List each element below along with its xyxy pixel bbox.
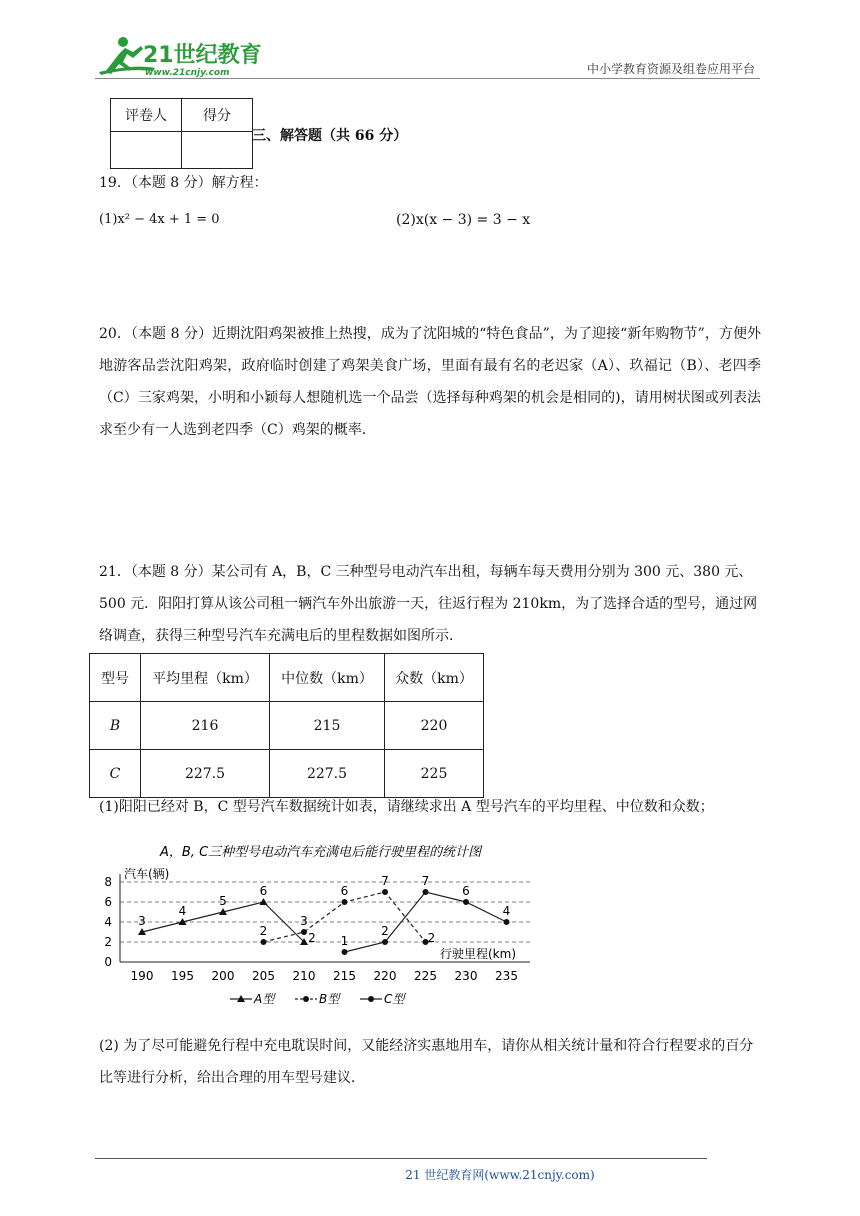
footer-divider xyxy=(95,1158,707,1159)
grader-cell xyxy=(111,132,182,169)
grader-label: 评卷人 xyxy=(111,99,182,132)
table-cell: 225 xyxy=(385,750,484,798)
score-table xyxy=(110,98,253,169)
data-label: 2 xyxy=(427,931,436,945)
score-label: 得分 xyxy=(182,99,253,132)
x-tick-label: 205 xyxy=(252,969,275,983)
score-cell xyxy=(182,132,253,169)
footer-label: 21 世纪教育网(www.21cnjy.com) xyxy=(405,1168,595,1182)
data-label: 6 xyxy=(259,884,268,898)
q19-part1: (1)x² − 4x + 1 = 0 xyxy=(99,212,220,227)
data-label: 4 xyxy=(502,904,511,918)
x-tick-label: 235 xyxy=(495,969,518,983)
q21-data-table xyxy=(89,653,484,798)
data-point xyxy=(301,929,307,935)
data-point xyxy=(504,919,510,925)
table-cell: 227.5 xyxy=(141,750,270,798)
th-mode: 众数（km） xyxy=(385,654,484,702)
q21-sub1: (1)阳阳已经对 B，C 型号汽车数据统计如表，请继续求出 A 型号汽车的平均里程、中位数和众数； xyxy=(99,799,714,815)
q20-text: 20．（本题 8 分）近期沈阳鸡架被推上热搜，成为了沈阳城的“特色食品”，为了迎接“新年购物节”，方便外地游客品尝沈阳鸡架，政府临时创建了鸡架美食广场，里面有最有名的老迟家（A）、玖福记（B）、老四季（C）三家鸡架，小明和小颖每人想随机选一个品尝（选择每种鸡架的机会是相同的)，请用树状图或列表法求至少有一人选到老四季（C）鸡架的概率． xyxy=(99,326,761,438)
site-logo xyxy=(95,34,265,80)
data-label: 3 xyxy=(138,914,146,928)
legend-marker xyxy=(303,996,309,1002)
table-cell: 220 xyxy=(385,702,484,750)
table-cell: B xyxy=(90,702,141,750)
q21-text: 21．（本题 8 分）某公司有 A，B，C 三种型号电动汽车出租，每辆车每天费用分别为 300 元、380 元、500 元．阳阳打算从该公司租一辆汽车外出旅游一天，往返行程为 210km，为了选择合适的型号，通过网络调查，获得三种型号汽车充满电后的里程数据如图所示． xyxy=(99,564,758,644)
x-tick-label: 195 xyxy=(171,969,194,983)
data-label: 7 xyxy=(421,874,430,888)
x-axis-label: 行驶里程(km) xyxy=(440,947,517,961)
mileage-line-chart xyxy=(90,838,540,1018)
data-point xyxy=(342,949,348,955)
y-tick-label: 4 xyxy=(104,915,112,929)
y-tick-label: 2 xyxy=(104,935,112,949)
x-tick-label: 230 xyxy=(454,969,478,983)
q19-stem: 19．（本题 8 分）解方程： xyxy=(99,175,268,191)
data-label: 1 xyxy=(340,934,349,948)
data-point xyxy=(342,899,348,905)
y-tick-label: 8 xyxy=(104,875,112,889)
footer-text xyxy=(0,1166,800,1183)
header-divider xyxy=(95,78,760,79)
data-label: 6 xyxy=(340,884,349,898)
x-tick-label: 225 xyxy=(414,969,437,983)
logo-url: www.21cnjy.com xyxy=(145,68,230,78)
legend-marker xyxy=(368,996,374,1002)
th-model: 型号 xyxy=(90,654,141,702)
table-cell: C xyxy=(90,750,141,798)
data-label: 5 xyxy=(219,894,227,908)
table-cell: 227.5 xyxy=(270,750,385,798)
th-median: 中位数（km） xyxy=(270,654,385,702)
data-label: 2 xyxy=(308,931,316,945)
data-point xyxy=(423,889,429,895)
data-label: 3 xyxy=(300,914,308,928)
x-tick-label: 210 xyxy=(292,969,316,983)
table-cell: 216 xyxy=(141,702,270,750)
data-point xyxy=(382,939,388,945)
x-tick-label: 215 xyxy=(333,969,356,983)
q19-part2: (2)x(x − 3) = 3 − x xyxy=(396,212,531,228)
x-tick-label: 220 xyxy=(373,969,397,983)
th-mean: 平均里程（km） xyxy=(141,654,270,702)
data-label: 2 xyxy=(381,924,389,938)
table-cell: 215 xyxy=(270,702,385,750)
chart-title: A，B, C三种型号电动汽车充满电后能行驶里程的统计图 xyxy=(160,845,482,860)
x-tick-label: 190 xyxy=(130,969,154,983)
y-tick-label: 0 xyxy=(104,955,112,969)
data-label: 7 xyxy=(381,874,389,888)
data-point xyxy=(260,898,268,905)
y-axis-label: 汽车(辆) xyxy=(124,867,170,881)
legend-label: B型 xyxy=(319,992,340,1006)
x-tick-label: 200 xyxy=(211,969,235,983)
data-label: 6 xyxy=(462,884,470,898)
data-point xyxy=(382,889,388,895)
site-tagline: 中小学教育资源及组卷应用平台 xyxy=(586,62,755,76)
legend-label: C型 xyxy=(384,992,405,1006)
q21-sub2: (2) 为了尽可能避免行程中充电耽误时间，又能经济实惠地用车，请你从相关统计量和符合行程要求的百分比等进行分析，给出合理的用车型号建议． xyxy=(99,1038,754,1086)
legend-label: A型 xyxy=(254,992,275,1006)
data-label: 4 xyxy=(178,904,187,918)
y-tick-label: 6 xyxy=(104,895,112,909)
logo-text: 21世纪教育 xyxy=(143,43,262,68)
section-title: 三、解答题（共 66 分） xyxy=(252,128,408,144)
data-point xyxy=(261,939,267,945)
data-label: 2 xyxy=(259,924,268,938)
data-point xyxy=(463,899,469,905)
